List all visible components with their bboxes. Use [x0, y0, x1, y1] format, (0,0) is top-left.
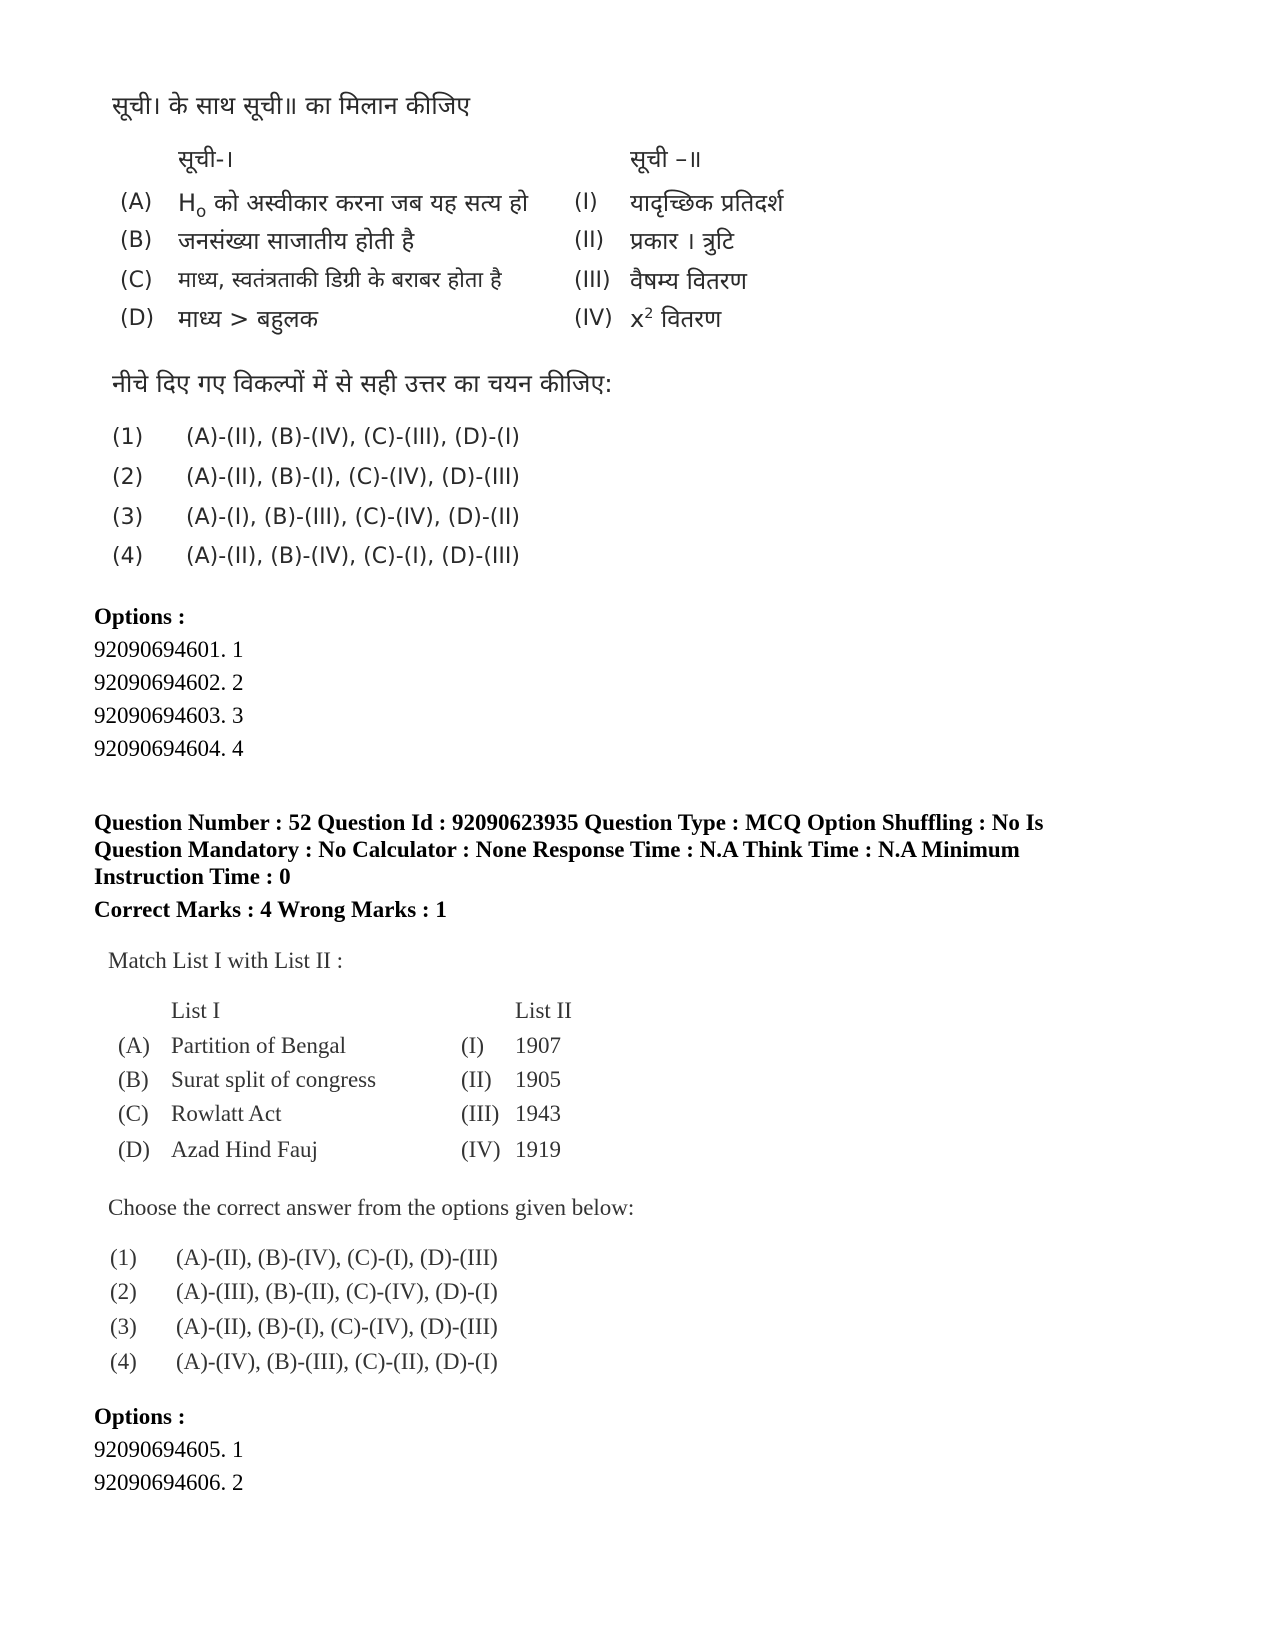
q52-option-1[interactable]: 92090694605. 1: [94, 1437, 244, 1462]
q51-row-c-right-label: (III): [574, 268, 611, 293]
q51-choice-3-num: (3): [112, 505, 144, 530]
q52-row-c-right-label: (III): [461, 1101, 500, 1126]
q51-choice-4-num: (4): [112, 544, 144, 569]
q51-choice-1-num: (1): [112, 425, 144, 450]
q51-title: सूची। के साथ सूची॥ का मिलान कीजिए: [112, 91, 471, 120]
q52-row-d-text: Azad Hind Fauj: [171, 1137, 318, 1162]
q51-row-a-right-text: यादृच्छिक प्रतिदर्श: [630, 189, 784, 217]
q52-row-a-right-label: (I): [461, 1033, 484, 1058]
q51-row-c-right-text: वैषम्य वितरण: [630, 267, 747, 295]
q52-option-2[interactable]: 92090694606. 2: [94, 1470, 244, 1495]
q52-meta-line-3: Instruction Time : 0: [94, 864, 291, 889]
q51-options-label: Options :: [94, 604, 186, 629]
q51-row-c-text: माध्य, स्वतंत्रताकी डिग्री के बराबर होता है: [178, 268, 502, 293]
q52-row-d-right-label: (IV): [461, 1137, 501, 1162]
q51-row-d-label: (D): [120, 306, 155, 331]
q52-options-label: Options :: [94, 1404, 186, 1429]
q51-instruction: नीचे दिए गए विकल्पों में से सही उत्तर का चयन कीजिए:: [112, 369, 613, 398]
q52-row-b-right-text: 1905: [515, 1067, 561, 1092]
q51-option-2[interactable]: 92090694602. 2: [94, 670, 244, 695]
q51-option-3[interactable]: 92090694603. 3: [94, 703, 244, 728]
q52-row-a-text: Partition of Bengal: [171, 1033, 347, 1058]
q52-meta-line-1: Question Number : 52 Question Id : 92090623935 Question Type : MCQ Option Shuffling : No Is: [94, 810, 1044, 835]
q52-instruction: Choose the correct answer from the options given below:: [108, 1195, 635, 1220]
q52-row-b-text: Surat split of congress: [171, 1067, 377, 1092]
q52-choice-2-text: (A)-(III), (B)-(II), (C)-(IV), (D)-(I): [176, 1279, 498, 1304]
q51-option-4[interactable]: 92090694604. 4: [94, 736, 244, 761]
q51-row-b-label: (B): [120, 228, 153, 253]
q51-row-d-text: माध्य > बहुलक: [178, 305, 319, 333]
q52-row-d-right-text: 1919: [515, 1137, 561, 1162]
q52-row-c-label: (C): [118, 1101, 149, 1126]
q51-row-d-right-text: $x^2$ वितरण: [630, 305, 722, 333]
q52-row-c-text: Rowlatt Act: [171, 1101, 282, 1126]
q51-option-1[interactable]: 92090694601. 1: [94, 637, 244, 662]
q52-choice-3-text: (A)-(II), (B)-(I), (C)-(IV), (D)-(III): [176, 1314, 498, 1339]
q51-row-a-label: (A): [120, 190, 153, 215]
q52-title: Match List I with List II :: [108, 948, 344, 973]
q51-row-b-right-label: (II): [574, 228, 605, 253]
q52-row-a-label: (A): [118, 1033, 150, 1058]
q52-row-d-label: (D): [118, 1137, 150, 1162]
q52-list2-header: List II: [515, 998, 572, 1023]
q51-choice-2-num: (2): [112, 465, 144, 490]
q51-row-b-text: जनसंख्या साजातीय होती है: [178, 227, 415, 255]
q52-choice-3-num: (3): [110, 1314, 137, 1339]
q52-choice-1-text: (A)-(II), (B)-(IV), (C)-(I), (D)-(III): [176, 1245, 498, 1270]
q52-row-a-right-text: 1907: [515, 1033, 561, 1058]
q52-choice-2-num: (2): [110, 1279, 137, 1304]
q52-choice-4-text: (A)-(IV), (B)-(III), (C)-(II), (D)-(I): [176, 1349, 498, 1374]
q51-row-c-label: (C): [120, 268, 153, 293]
q51-list1-header: सूची-।: [178, 145, 234, 173]
q52-marks: Correct Marks : 4 Wrong Marks : 1: [94, 897, 447, 922]
q51-choice-2-text: (A)-(II), (B)-(I), (C)-(IV), (D)-(III): [186, 465, 520, 490]
q52-list1-header: List I: [171, 998, 221, 1023]
q51-choice-3-text: (A)-(I), (B)-(III), (C)-(IV), (D)-(II): [186, 505, 520, 530]
q51-list2-header: सूची –॥: [630, 145, 702, 173]
q52-choice-1-num: (1): [110, 1245, 137, 1270]
q52-row-b-right-label: (II): [461, 1067, 492, 1092]
q52-choice-4-num: (4): [110, 1349, 137, 1374]
q52-row-c-right-text: 1943: [515, 1101, 561, 1126]
q52-row-b-label: (B): [118, 1067, 149, 1092]
q51-choice-1-text: (A)-(II), (B)-(IV), (C)-(III), (D)-(I): [186, 425, 520, 450]
q51-row-a-text: $H_o$ को अस्वीकार करना जब यह सत्य हो: [178, 189, 529, 221]
q51-row-a-right-label: (I): [574, 190, 598, 215]
q51-row-d-right-label: (IV): [574, 306, 613, 331]
q52-meta-line-2: Question Mandatory : No Calculator : None Response Time : N.A Think Time : N.A Minimum: [94, 837, 1020, 862]
q51-row-b-right-text: प्रकार । त्रुटि: [630, 227, 735, 255]
q51-choice-4-text: (A)-(II), (B)-(IV), (C)-(I), (D)-(III): [186, 544, 520, 569]
